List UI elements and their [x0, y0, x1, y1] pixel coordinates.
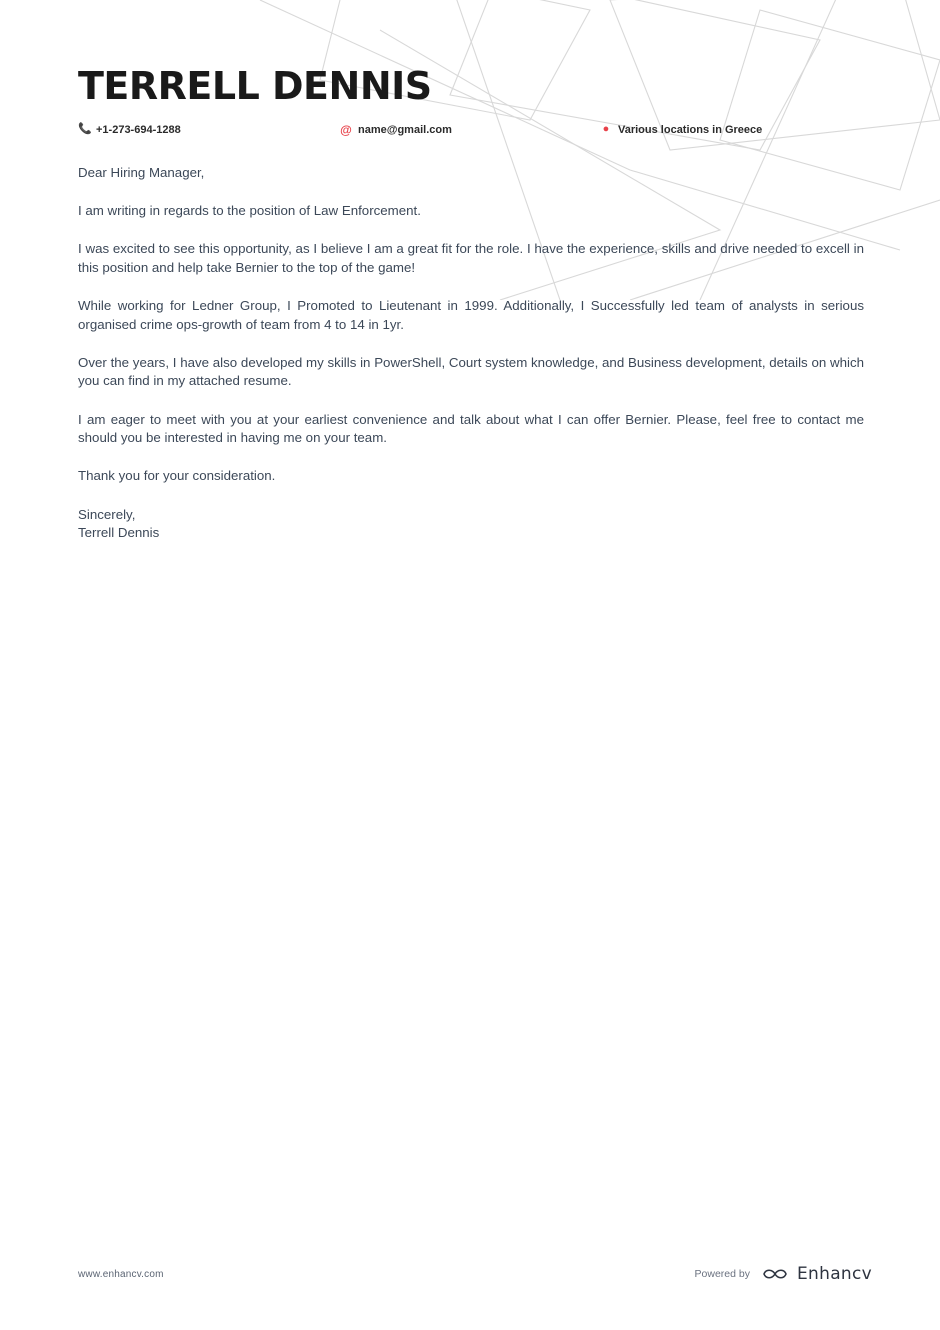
letter-signature-block	[78, 506, 864, 543]
cover-letter-body	[78, 164, 864, 542]
contact-row	[78, 124, 864, 136]
contact-location	[600, 124, 762, 136]
letter-signature-name: Terrell Dennis	[78, 524, 160, 540]
letter-paragraph-3: While working for Ledner Group, I Promoted to Lieutenant in 1999. Additionally, I Successfully led team of analysts in serious organised crime ops-growth of team from 4 to 14 in 1yr.	[78, 298, 864, 332]
letter-salutation: Dear Hiring Manager,	[78, 164, 205, 180]
contact-phone	[78, 124, 340, 136]
letter-paragraph-4: Over the years, I have also developed my skills in PowerShell, Court system knowledge, and Business development, details on which you can find in my attached resume.	[78, 354, 864, 389]
footer-website[interactable]: www.enhancv.com	[78, 1268, 164, 1280]
contact-email	[340, 124, 600, 136]
brand-name: Enhancv	[797, 1264, 872, 1284]
letter-paragraph-5: I am eager to meet with you at your earliest convenience and talk about what I can offer Bernier. Please, feel free to contact me should you be interested in having me on your team.	[78, 411, 864, 445]
letter-paragraph-1: I am writing in regards to the position of Law Enforcement.	[78, 203, 421, 219]
email-icon: @	[340, 122, 352, 137]
letter-paragraph-2: I was excited to see this opportunity, as I believe I am a great fit for the role. I have the experience, skills and drive needed to excell in this position and help take Bernier to the top of the game!	[78, 241, 864, 275]
letter-paragraph-6: Thank you for your consideration.	[78, 468, 276, 484]
brand-logo[interactable]	[760, 1264, 872, 1284]
document-footer	[78, 1264, 872, 1284]
contact-location-value: Various locations in Greece	[618, 123, 763, 136]
location-pin-icon: ●	[602, 123, 610, 136]
page-title: TERRELL DENNIS	[78, 64, 432, 108]
powered-by-block	[695, 1264, 872, 1284]
infinity-icon	[760, 1266, 790, 1282]
contact-email-value: name@gmail.com	[358, 123, 452, 136]
letter-closing: Sincerely,	[78, 506, 136, 522]
document-content	[78, 0, 864, 542]
phone-icon: 📞	[78, 123, 92, 136]
powered-by-label: Powered by	[694, 1268, 750, 1280]
contact-phone-value: +1-273-694-1288	[96, 123, 181, 136]
